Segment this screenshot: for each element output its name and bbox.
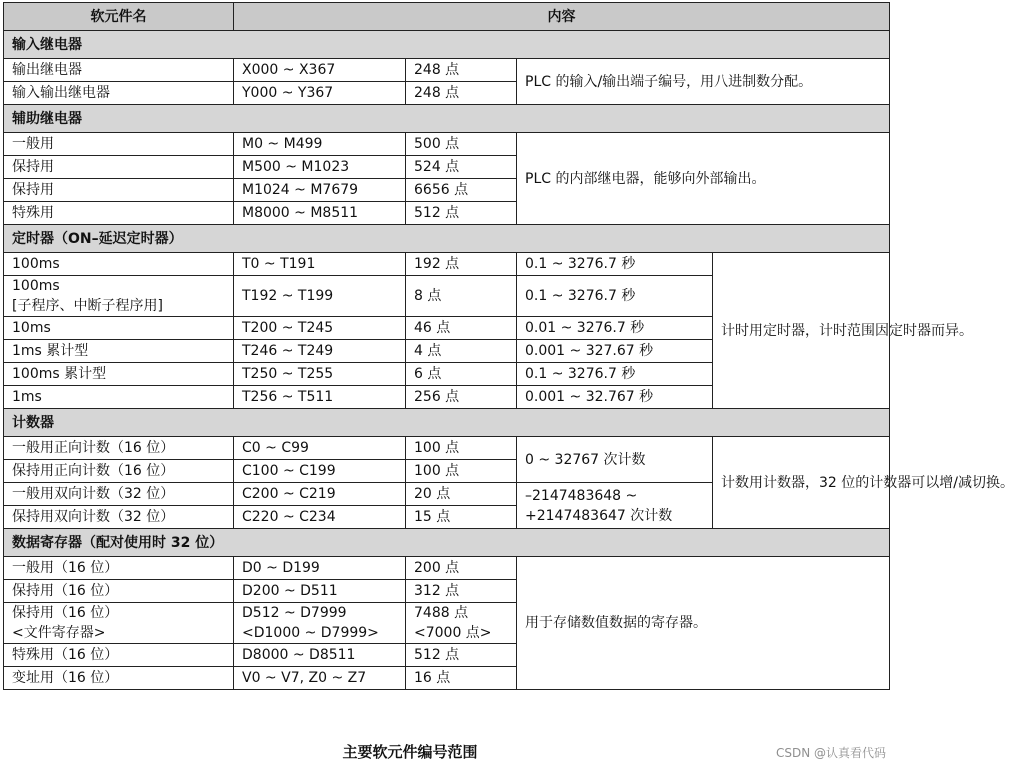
cell-name: 变址用（16 位） — [4, 667, 234, 690]
cell-range: T200 ~ T245 — [234, 317, 406, 340]
cell-name — [4, 603, 234, 644]
cell-range: T246 ~ T249 — [234, 340, 406, 363]
cell-count: 312 点 — [406, 580, 517, 603]
cell-range: T256 ~ T511 — [234, 386, 406, 409]
cell-name — [4, 276, 234, 317]
cell-desc-timer: 计时用定时器，计时范围因定时器而异。 — [713, 253, 890, 409]
section-row — [4, 225, 890, 253]
cell-count: 16 点 — [406, 667, 517, 690]
section-title-aux: 辅助继电器 — [4, 105, 890, 133]
watermark: CSDN @认真看代码 — [775, 746, 886, 760]
cell-range-line1: D512 ~ D7999 — [242, 605, 347, 621]
cell-range: D8000 ~ D8511 — [234, 644, 406, 667]
cell-range: M0 ~ M499 — [234, 133, 406, 156]
cell-name: 保持用 — [4, 179, 234, 202]
cell-count: 6 点 — [406, 363, 517, 386]
table-row — [4, 133, 890, 156]
cell-desc-counter: 计数用计数器，32 位的计数器可以增/减切换。 — [713, 437, 890, 529]
cell-count: 248 点 — [406, 59, 517, 82]
cell-name: 1ms 累计型 — [4, 340, 234, 363]
cell-name-line1: 100ms — [12, 278, 60, 294]
table-caption: 主要软元件编号范围 — [342, 743, 478, 761]
section-row — [4, 409, 890, 437]
header-device-name: 软元件名 — [4, 3, 234, 31]
cell-range: V0 ~ V7, Z0 ~ Z7 — [234, 667, 406, 690]
section-row — [4, 105, 890, 133]
cell-name-line2: <文件寄存器> — [12, 625, 106, 641]
cell-range: D200 ~ D511 — [234, 580, 406, 603]
cell-count: 524 点 — [406, 156, 517, 179]
cell-count-line1: 7488 点 — [414, 605, 469, 621]
cell-span: 0.1 ~ 3276.7 秒 — [517, 276, 713, 317]
section-row — [4, 529, 890, 557]
cell-range: D0 ~ D199 — [234, 557, 406, 580]
cell-range: C100 ~ C199 — [234, 460, 406, 483]
cell-span: 0.1 ~ 3276.7 秒 — [517, 363, 713, 386]
cell-range: T0 ~ T191 — [234, 253, 406, 276]
cell-name: 100ms 累计型 — [4, 363, 234, 386]
cell-count: 46 点 — [406, 317, 517, 340]
cell-name: 保持用 — [4, 156, 234, 179]
cell-count: 256 点 — [406, 386, 517, 409]
section-title-data: 数据寄存器（配对使用时 32 位） — [4, 529, 890, 557]
cell-count: 8 点 — [406, 276, 517, 317]
cell-name: 输入输出继电器 — [4, 82, 234, 105]
table-row — [4, 437, 890, 460]
cell-count: 100 点 — [406, 460, 517, 483]
cell-range: X000 ~ X367 — [234, 59, 406, 82]
section-title-timer: 定时器（ON–延迟定时器） — [4, 225, 890, 253]
header-content: 内容 — [234, 3, 890, 31]
span-32bit-line1: –2147483648 ~ — [525, 487, 638, 504]
cell-name: 10ms — [4, 317, 234, 340]
cell-range: Y000 ~ Y367 — [234, 82, 406, 105]
cell-name: 保持用（16 位） — [4, 580, 234, 603]
cell-name: 一般用正向计数（16 位） — [4, 437, 234, 460]
cell-span-16bit: 0 ~ 32767 次计数 — [517, 437, 713, 483]
cell-count: 512 点 — [406, 202, 517, 225]
table-row — [4, 253, 890, 276]
cell-count: 200 点 — [406, 557, 517, 580]
section-title-counter: 计数器 — [4, 409, 890, 437]
section-title-input: 输入继电器 — [4, 31, 890, 59]
cell-range: M1024 ~ M7679 — [234, 179, 406, 202]
cell-name: 100ms — [4, 253, 234, 276]
cell-name: 一般用（16 位） — [4, 557, 234, 580]
cell-name: 特殊用（16 位） — [4, 644, 234, 667]
cell-count: 15 点 — [406, 506, 517, 529]
cell-range — [234, 603, 406, 644]
cell-count: 500 点 — [406, 133, 517, 156]
cell-span: 0.1 ~ 3276.7 秒 — [517, 253, 713, 276]
cell-count: 4 点 — [406, 340, 517, 363]
cell-name: 特殊用 — [4, 202, 234, 225]
cell-range: C200 ~ C219 — [234, 483, 406, 506]
cell-desc-input: PLC 的输入/输出端子编号，用八进制数分配。 — [517, 59, 890, 105]
cell-range: M8000 ~ M8511 — [234, 202, 406, 225]
cell-span-32bit — [517, 483, 713, 529]
cell-count: 20 点 — [406, 483, 517, 506]
cell-count: 248 点 — [406, 82, 517, 105]
device-table — [3, 2, 1014, 690]
cell-count: 512 点 — [406, 644, 517, 667]
cell-desc-data: 用于存储数值数据的寄存器。 — [517, 557, 890, 690]
cell-span: 0.001 ~ 327.67 秒 — [517, 340, 713, 363]
cell-desc-aux: PLC 的内部继电器，能够向外部输出。 — [517, 133, 890, 225]
cell-range: C220 ~ C234 — [234, 506, 406, 529]
cell-range: T192 ~ T199 — [234, 276, 406, 317]
cell-name: 一般用双向计数（32 位） — [4, 483, 234, 506]
table-header-row — [4, 3, 890, 31]
table-row — [4, 59, 890, 82]
cell-span: 0.01 ~ 3276.7 秒 — [517, 317, 713, 340]
cell-count — [406, 603, 517, 644]
cell-name: 输出继电器 — [4, 59, 234, 82]
cell-range: C0 ~ C99 — [234, 437, 406, 460]
cell-span: 0.001 ~ 32.767 秒 — [517, 386, 713, 409]
cell-range: T250 ~ T255 — [234, 363, 406, 386]
cell-count: 6656 点 — [406, 179, 517, 202]
cell-name: 1ms — [4, 386, 234, 409]
cell-name: 保持用正向计数（16 位） — [4, 460, 234, 483]
span-32bit-line2: +2147483647 次计数 — [525, 507, 673, 524]
cell-count-line2: <7000 点> — [414, 625, 492, 641]
cell-count: 100 点 — [406, 437, 517, 460]
cell-name: 一般用 — [4, 133, 234, 156]
table-row — [4, 557, 890, 580]
cell-name-line1: 保持用（16 位） — [12, 605, 119, 621]
cell-count: 192 点 — [406, 253, 517, 276]
cell-name-line2: [子程序、中断子程序用] — [12, 298, 163, 314]
cell-range: M500 ~ M1023 — [234, 156, 406, 179]
section-row — [4, 31, 890, 59]
cell-name: 保持用双向计数（32 位） — [4, 506, 234, 529]
cell-range-line2: <D1000 ~ D7999> — [242, 625, 379, 641]
